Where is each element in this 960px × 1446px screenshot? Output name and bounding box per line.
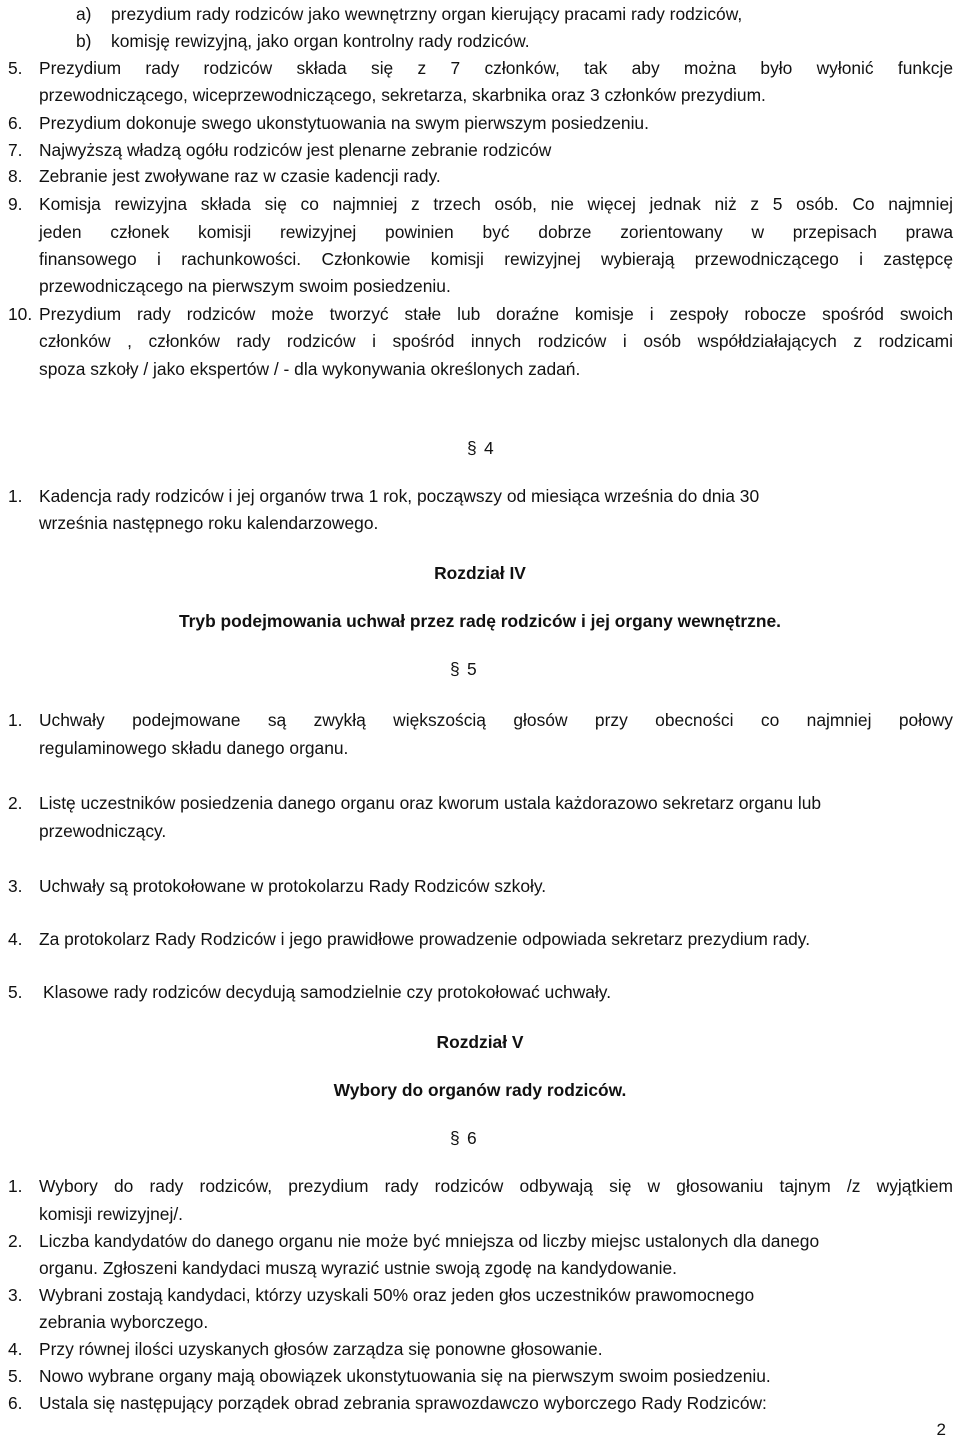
chapter-title: Wybory do organów rady rodziców. — [333, 1080, 627, 1100]
section-number: 5 — [467, 659, 477, 679]
paragraph-number: 2. — [8, 793, 23, 813]
list-marker: b) — [76, 31, 92, 51]
list-item-text: prezydium rady rodziców jako wewnętrzny organ kierujący pracami rady rodziców, — [111, 4, 743, 24]
paragraph-number: 2. — [8, 1231, 23, 1251]
paragraph-text: jeden członek komisji rewizyjnej powinien być dobrze zorientowany w przepisach prawa — [39, 222, 953, 242]
paragraph-text: Wybory do rady rodziców, prezydium rady rodziców odbywają się w głosowaniu tajnym /z wyjątkiem — [39, 1176, 953, 1196]
paragraph-text: Za protokolarz Rady Rodziców i jego prawidłowe prowadzenie odpowiada sekretarz prezydium rady. — [39, 929, 811, 949]
paragraph-text: finansowego i rachunkowości. Członkowie komisji rewizyjnej wybierają przewodniczącego i zastępcę — [39, 249, 953, 269]
chapter-title: Tryb podejmowania uchwał przez radę rodziców i jej organy wewnętrzne. — [178, 611, 782, 631]
paragraph-number: 1. — [8, 710, 23, 730]
paragraph-text: Klasowe rady rodziców decydują samodzielnie czy protokołować uchwały. — [43, 982, 612, 1002]
paragraph-text: Kadencja rady rodziców i jej organów trwa 1 rok, począwszy od miesiąca września do dnia 30 — [39, 486, 760, 506]
paragraph-text: Zebranie jest zwoływane raz w czasie kadencji rady. — [39, 166, 441, 186]
paragraph-number: 10. — [8, 304, 33, 324]
paragraph-number: 3. — [8, 1285, 23, 1305]
paragraph-number: 1. — [8, 1176, 23, 1196]
chapter-heading: Rozdział V — [436, 1032, 524, 1052]
paragraph-number: 5. — [8, 58, 23, 78]
paragraph-text: zebrania wyborczego. — [39, 1312, 209, 1332]
paragraph-text: Ustala się następujący porządek obrad zebrania sprawozdawczo wyborczego Rady Rodziców: — [39, 1393, 767, 1413]
paragraph-text: Najwyższą władzą ogółu rodziców jest plenarne zebranie rodziców — [39, 140, 552, 160]
paragraph-number: 4. — [8, 1339, 23, 1359]
paragraph-text: Nowo wybrane organy mają obowiązek ukonstytuowania się na pierwszym swoim posiedzeniu. — [39, 1366, 771, 1386]
paragraph-text: Liczba kandydatów do danego organu nie może być mniejsza od liczby miejsc ustalonych dla danego — [39, 1231, 820, 1251]
paragraph-text: Listę uczestników posiedzenia danego organu oraz kworum ustala każdorazowo sekretarz organu lub — [39, 793, 822, 813]
paragraph-text: Wybrani zostają kandydaci, którzy uzyskali 50% oraz jeden głos uczestników prawomocnego — [39, 1285, 755, 1305]
paragraph-text: Przy równej ilości uzyskanych głosów zarządza się ponowne głosowanie. — [39, 1339, 603, 1359]
paragraph-text: Uchwały podejmowane są zwykłą większością głosów przy obecności co najmniej połowy — [39, 710, 953, 730]
paragraph-text: regulaminowego składu danego organu. — [39, 738, 349, 758]
paragraph-number: 4. — [8, 929, 23, 949]
paragraph-text: przewodniczącego na pierwszym swoim posiedzeniu. — [39, 276, 451, 296]
paragraph-number: 7. — [8, 140, 23, 160]
chapter-heading: Rozdział IV — [434, 563, 526, 583]
paragraph-text: Prezydium rady rodziców może tworzyć stałe lub doraźne komisje i zespoły robocze spośród swoich — [39, 304, 953, 324]
paragraph-number: 9. — [8, 194, 23, 214]
section-sign: § — [450, 1128, 460, 1148]
section-sign: § — [467, 438, 477, 458]
paragraph-text: komisji rewizyjnej/. — [39, 1204, 183, 1224]
paragraph-text: września następnego roku kalendarzowego. — [39, 513, 379, 533]
page-number: 2 — [936, 1420, 946, 1439]
paragraph-text: Prezydium rady rodziców składa się z 7 członków, tak aby można było wyłonić funkcje — [39, 58, 953, 78]
paragraph-text: spoza szkoły / jako ekspertów / - dla wykonywania określonych zadań. — [39, 359, 581, 379]
paragraph-number: 8. — [8, 166, 23, 186]
paragraph-number: 6. — [8, 1393, 23, 1413]
paragraph-text: Komisja rewizyjna składa się co najmniej z trzech osób, nie więcej jednak niż z 5 osób. Co najmniej — [39, 194, 953, 214]
paragraph-number: 3. — [8, 876, 23, 896]
paragraph-text: przewodniczący. — [39, 821, 167, 841]
paragraph-number: 6. — [8, 113, 23, 133]
list-marker: a) — [76, 4, 92, 24]
section-sign: § — [450, 659, 460, 679]
paragraph-number: 1. — [8, 486, 23, 506]
paragraph-number: 5. — [8, 982, 23, 1002]
section-number: 4 — [484, 438, 494, 458]
paragraph-text: Prezydium dokonuje swego ukonstytuowania na swym pierwszym posiedzeniu. — [39, 113, 649, 133]
paragraph-number: 5. — [8, 1366, 23, 1386]
paragraph-text: Uchwały są protokołowane w protokolarzu Rady Rodziców szkoły. — [39, 876, 547, 896]
section-number: 6 — [467, 1128, 477, 1148]
paragraph-text: organu. Zgłoszeni kandydaci muszą wyrazić ustnie swoją zgodę na kandydowanie. — [39, 1258, 678, 1278]
paragraph-text: przewodniczącego, wiceprzewodniczącego, sekretarza, skarbnika oraz 3 członków prezydium. — [39, 85, 766, 105]
paragraph-text: członków , członków rady rodziców i spośród innych rodziców i osób współdziałających z rodzicami — [39, 331, 953, 351]
list-item-text: komisję rewizyjną, jako organ kontrolny rady rodziców. — [111, 31, 530, 51]
